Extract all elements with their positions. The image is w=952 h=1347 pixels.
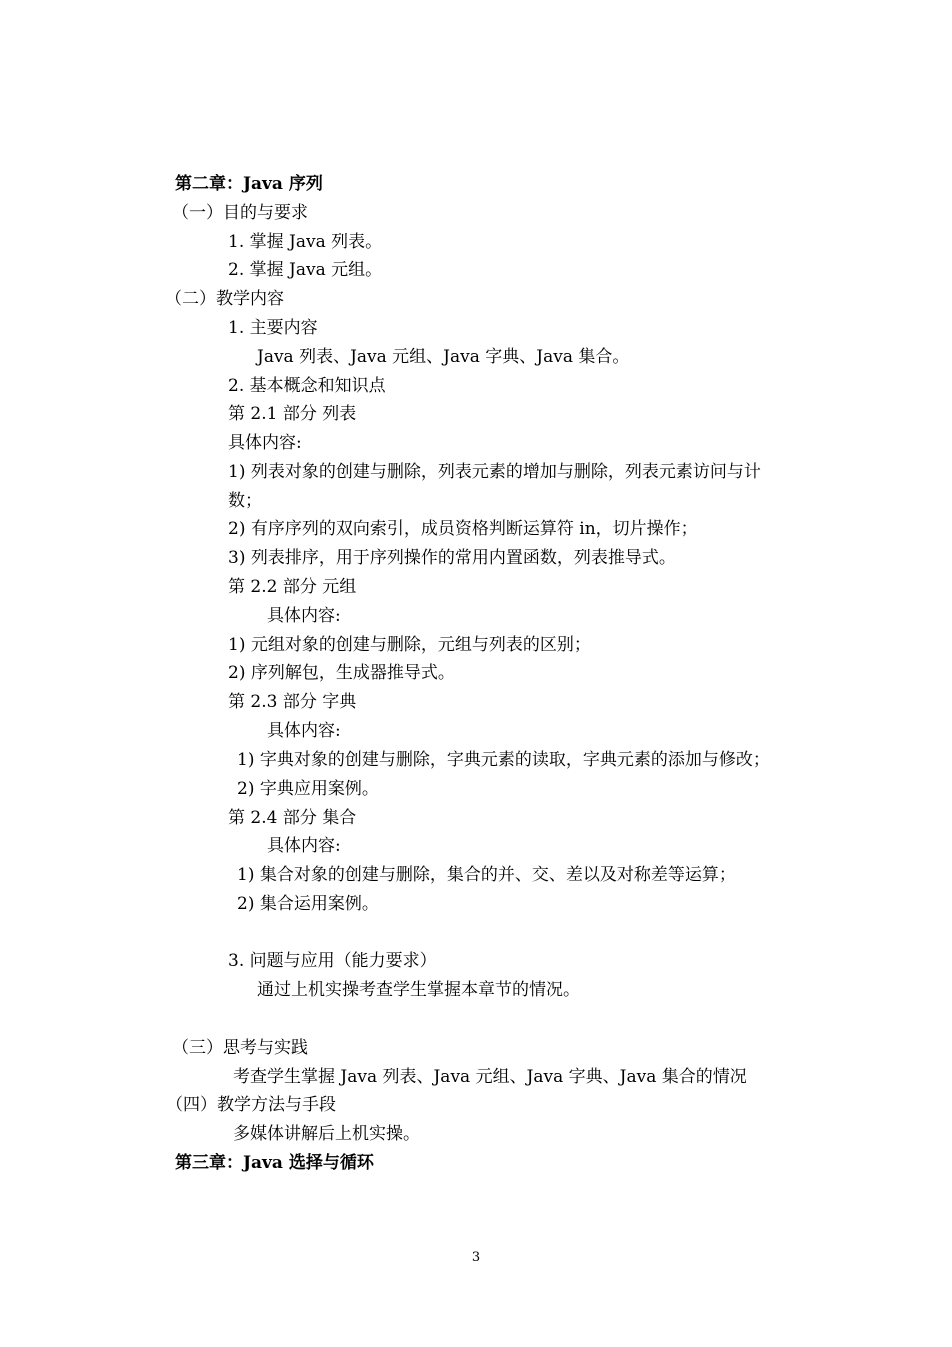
part-2-1-item-1-line-2: 数； <box>228 491 262 511</box>
part-2-1-content-label: 具体内容: <box>228 433 302 453</box>
problems-heading: 3. 问题与应用（能力要求） <box>228 951 437 971</box>
part-2-3-content-label: 具体内容: <box>267 721 341 741</box>
part-2-1-item-2: 2) 有序序列的双向索引，成员资格判断运算符 in，切片操作； <box>228 519 698 539</box>
section-3-text: 考查学生掌握 Java 列表、Java 元组、Java 字典、Java 集合的情况 <box>233 1067 747 1087</box>
part-2-4-item-2: 2) 集合运用案例。 <box>237 894 379 914</box>
main-content-heading: 1. 主要内容 <box>228 318 318 338</box>
part-2-2-item-2: 2) 序列解包，生成器推导式。 <box>228 663 455 683</box>
part-2-3-item-2: 2) 字典应用案例。 <box>237 779 379 799</box>
goal-item-1: 1. 掌握 Java 列表。 <box>228 232 383 252</box>
section-3-title: （三）思考与实践 <box>172 1038 308 1058</box>
chapter-3-title: 第三章：Java 选择与循环 <box>175 1153 374 1173</box>
part-2-2-content-label: 具体内容: <box>267 606 341 626</box>
section-1-title: （一）目的与要求 <box>172 203 308 223</box>
part-2-1-item-1-line-1: 1) 列表对象的创建与删除，列表元素的增加与删除，列表元素访问与计 <box>228 462 761 482</box>
chapter-2-title: 第二章：Java 序列 <box>175 174 323 194</box>
part-2-4-item-1: 1) 集合对象的创建与删除，集合的并、交、差以及对称差等运算； <box>237 865 736 885</box>
part-2-1-title: 第 2.1 部分 列表 <box>228 404 357 424</box>
part-2-2-title: 第 2.2 部分 元组 <box>228 577 357 597</box>
part-2-4-content-label: 具体内容: <box>267 836 341 856</box>
section-4-title: （四）教学方法与手段 <box>166 1095 336 1115</box>
goal-item-2: 2. 掌握 Java 元组。 <box>228 260 383 280</box>
part-2-3-title: 第 2.3 部分 字典 <box>228 692 357 712</box>
part-2-2-item-1: 1) 元组对象的创建与删除，元组与列表的区别； <box>228 635 591 655</box>
concepts-heading: 2. 基本概念和知识点 <box>228 376 386 396</box>
main-content-text: Java 列表、Java 元组、Java 字典、Java 集合。 <box>257 347 630 367</box>
section-4-text: 多媒体讲解后上机实操。 <box>233 1124 420 1144</box>
page-number: 3 <box>471 1250 481 1265</box>
problems-text: 通过上机实操考查学生掌握本章节的情况。 <box>257 980 580 1000</box>
part-2-3-item-1: 1) 字典对象的创建与删除，字典元素的读取，字典元素的添加与修改； <box>237 750 770 770</box>
section-2-title: （二）教学内容 <box>165 289 284 309</box>
part-2-1-item-3: 3) 列表排序，用于序列操作的常用内置函数，列表推导式。 <box>228 548 676 568</box>
part-2-4-title: 第 2.4 部分 集合 <box>228 808 357 828</box>
